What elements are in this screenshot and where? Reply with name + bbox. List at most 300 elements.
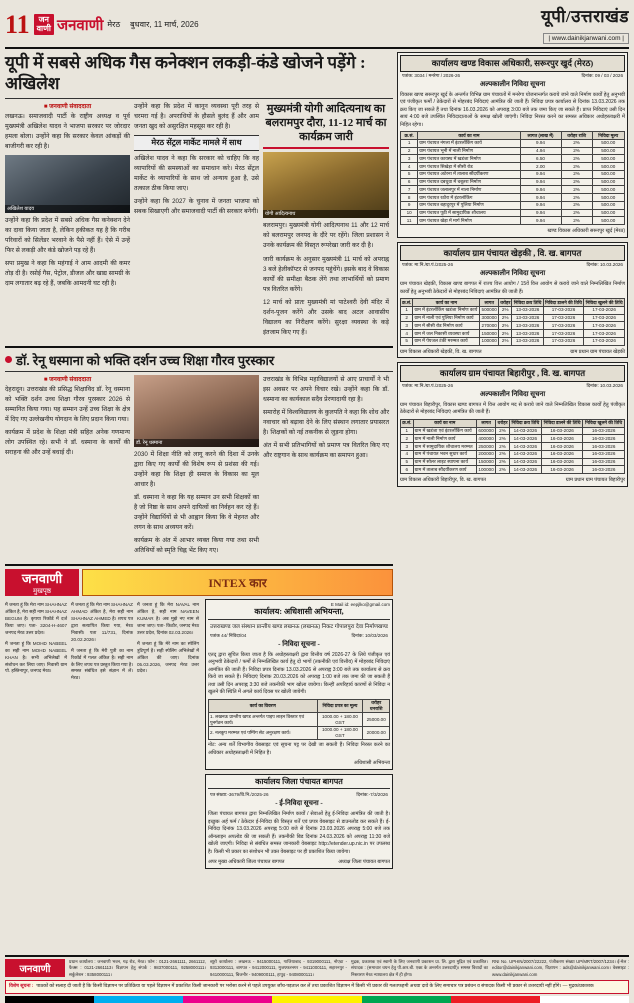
table-row	[209, 713, 390, 726]
table-cell: 270000	[481, 322, 497, 328]
page-footer	[5, 955, 629, 978]
notice-date: दिनांक: 09 / 03 / 2026	[581, 72, 623, 78]
lead-para: उन्होंने कहा कि 2027 के चुनाव में जनता भाजपा को सबक सिखाएगी और समाजवादी पार्टी की सरकार बनेगी।	[134, 198, 259, 216]
table-header: धरोहर राशि	[561, 132, 592, 140]
notice-signature-left: ग्राम विकास अधिकारी खेड़की, वि. ख. बागपत	[400, 348, 482, 355]
table-cell: 16-03-2026	[583, 466, 625, 474]
table-cell: 500.00	[592, 139, 624, 147]
table-cell: 1	[401, 427, 414, 435]
table-cell: ग्राम में इंटरलॉकिंग खडंजा निर्माण कार्य	[413, 306, 480, 314]
color-registration-bar	[5, 996, 629, 1003]
table-cell: 16-03-2026	[541, 458, 582, 466]
table-header: कार्य का विवरण	[209, 699, 318, 712]
table-cell: 5	[401, 337, 413, 345]
notice-signature-right: ग्राम प्रधान ग्राम पंचायत खेड़की	[570, 348, 625, 355]
tender-notice-stack-left	[205, 599, 393, 872]
table-cell: 500000	[481, 307, 497, 313]
table-cell: 9	[401, 201, 418, 209]
table-cell: 2%	[561, 147, 592, 155]
classified-logo-sub: मुखपृष्ठ	[32, 587, 51, 596]
footer-disclaimer	[5, 980, 629, 993]
table-header: निविदा डालने की तिथि	[541, 419, 582, 427]
table-cell: 2%	[561, 209, 592, 217]
table-cell: 16-03-2026	[583, 443, 625, 451]
notice-signature-left: अपर मुख्य अधिकारी जिला पंचायत बागपत	[208, 859, 285, 866]
notice-ref: पत्रांक 44/ निविदा/04	[210, 632, 247, 638]
table-cell: 1	[401, 306, 413, 314]
photo-yogi	[263, 152, 389, 218]
notice-table	[400, 298, 625, 345]
table-row	[401, 186, 625, 194]
table-cell: 8	[401, 194, 418, 202]
table-cell: 1000.00 + 180.00 GST	[317, 713, 363, 726]
table-cell: 2%	[496, 466, 510, 474]
table-cell: 300000	[481, 315, 497, 321]
table-row	[401, 209, 625, 217]
table-cell: 9.94	[520, 201, 561, 209]
table-cell: 2%	[561, 170, 592, 178]
notice-email: E Mail id: eepjlko@gmail.com	[330, 602, 390, 608]
table-cell: 13-03-2026	[512, 337, 543, 345]
table-cell: 2%	[496, 458, 510, 466]
lead-story	[5, 102, 393, 341]
table-header: कार्य का नाम	[413, 299, 480, 307]
lead-para: सपा प्रमुख ने कहा कि महंगाई ने आम आदमी की कमर तोड़ दी है। रसोई गैस, पेट्रोल, डीजल और खाद्य सामग्री के दाम लगातार बढ़ रहे हैं, जबकि आमदनी घट रही है।	[5, 259, 130, 287]
table-cell: 5	[401, 170, 418, 178]
table-cell: 2.00	[520, 163, 561, 171]
table-cell: 14-03-2026	[509, 435, 541, 443]
table-header: निविदा खुलने की तिथि	[585, 299, 623, 305]
notice-date: दिनांक:-7/3/2026	[356, 792, 388, 798]
photo-caption: डॉ. रेनू धस्माना	[134, 439, 259, 447]
table-cell: 4	[401, 163, 418, 171]
classified-item: मैं जनता हूं कि मेरा नाम SHAHNAZ AHMAD अंकित है, मेरा सही नाम SHAHNAZ AHMED है। शपथ पत्र द्वारा सत्यापित किया गया, मेरठ निवासी। पता 11/731, दिनांक 20.02.2026।	[71, 602, 133, 642]
story2-para: कार्यक्रम के अंत में आभार व्यक्त किया गया तथा सभी अतिथियों को स्मृति चिह्न भेंट किए गए।	[134, 537, 259, 555]
table-cell: 600000	[478, 428, 494, 434]
table-cell: ग्राम में पंचायत भवन सुधार कार्य	[413, 450, 476, 458]
masthead	[5, 4, 629, 49]
notice-date: दिनांक: 10.03.2026	[586, 262, 623, 268]
table-cell: 500.00	[592, 194, 624, 202]
table-header: कार्य का नाम	[418, 132, 520, 140]
story2-para: अंत में सभी प्रतिभागियों को प्रमाण पत्र वितरित किए गए और राष्ट्रगान के साथ कार्यक्रम का समापन हुआ।	[263, 442, 389, 460]
table-cell: ग्राम में पेयजल टंकी मरम्मत कार्य	[413, 337, 480, 345]
table-cell: 250000	[478, 443, 494, 449]
table-cell: 4	[401, 330, 413, 338]
table-header: क्र.सं.	[402, 299, 412, 305]
table-cell: ग्राम पंचायत खेड़ा में मार्ग निर्माण	[418, 217, 520, 225]
notice-title: कार्यालय: अधिशासी अभियन्ता,	[208, 607, 390, 619]
page-number: 11	[5, 9, 30, 39]
story2-para: उत्तराखंड के विभिन्न महाविद्यालयों से आए प्राचार्यों ने भी इस अवसर पर अपने विचार रखे। उन्होंने कहा कि डॉ. धस्माना का कार्यकाल सदैव प्रेरणादायी रहा है।	[263, 375, 389, 403]
table-cell: 2%	[561, 217, 592, 225]
table-cell: ग्राम में खडंजा एवं इंटरलॉकिंग कार्य	[413, 427, 476, 435]
table-cell: 2%	[561, 186, 592, 194]
table-cell: ग्राम पंचायत भूनी में नाली निर्माण	[418, 147, 520, 155]
table-cell: 2%	[561, 178, 592, 186]
table-cell: 500.00	[592, 155, 624, 163]
table-cell: 16-03-2026	[541, 435, 582, 443]
table-cell: 6.50	[520, 155, 561, 163]
table-cell: 400000	[478, 435, 494, 441]
story-renu-dhasmana	[5, 346, 393, 559]
table-cell: 2%	[561, 201, 592, 209]
table-row	[401, 194, 625, 202]
table-cell: 2%	[561, 155, 592, 163]
logo-wordmark: जनवाणी	[56, 17, 104, 34]
table-cell: ग्राम में जल निकासी व्यवस्था कार्य	[413, 330, 480, 338]
table-cell: 500.00	[592, 186, 624, 194]
lead-para: उन्होंने कहा कि प्रदेश में कानून व्यवस्था पूरी तरह से चरमरा गई है। अपराधियों के हौसले बुलंद हैं और आम जनता खुद को असुरक्षित महसूस कर रही है।	[134, 102, 259, 130]
table-cell: ग्राम में नाली निर्माण कार्य	[413, 435, 476, 443]
table-cell: 2%	[496, 427, 510, 435]
table-cell: 2. नलकूप मरम्मत एवं पम्पिंग सेट अनुरक्षण कार्य।	[209, 726, 318, 739]
table-cell: 1. लखनऊ प्रान्तीय खण्ड अन्तर्गत पाइप लाइन विस्तार एवं पुनर्गठन कार्य।	[209, 713, 318, 726]
table-cell: 2%	[561, 139, 592, 147]
table-row	[401, 217, 625, 225]
table-cell: ग्राम पंचायत सिखेड़ा में सीसी रोड	[418, 163, 520, 171]
table-cell: 13-03-2026	[512, 330, 543, 338]
notice-date: दिनांक: 10/03/2026	[351, 632, 388, 638]
disclaimer-tag: विशेष सूचना :	[9, 984, 34, 990]
table-row	[401, 163, 625, 171]
table-cell: 9.94	[520, 186, 561, 194]
notice-body: ग्राम पंचायत बिहारीपुर, विकास खण्ड बागपत में वित्त आयोग मद से कराये जाने वाले निम्नलिखित विकास कार्यों हेतु पंजीकृत ठेकेदारों से मोहरबंद निविदाएं आमंत्रित की जाती हैं।	[400, 401, 625, 416]
left-column	[5, 52, 393, 952]
table-cell: 150000	[478, 459, 494, 465]
notice-signature-right: अध्यक्ष जिला पंचायत बागपत	[338, 859, 390, 866]
story2-col-a	[5, 375, 130, 559]
table-header: कार्य का नाम	[413, 419, 476, 427]
table-cell: 9.94	[520, 139, 561, 147]
classified-item: मैं जनता हूं कि मेरी पुत्री का नाम रिकॉर्ड में गलत अंकित है। सही नाम के लिए शपथ पत्र प्रस्तुत किया गया है। समस्त संबंधित इसे संज्ञान में लें। मेरठ।	[71, 647, 133, 681]
right-column	[397, 52, 628, 952]
notice-gp-khedki	[397, 242, 628, 359]
table-cell: 17-03-2026	[543, 306, 584, 314]
table-cell: 5	[401, 458, 414, 466]
table-header: निविदा प्रपत्र का मूल्य	[317, 699, 363, 712]
table-cell: 17-03-2026	[543, 337, 584, 345]
secondary-para: बलरामपुर। मुख्यमंत्री योगी आदित्यनाथ 11 और 12 मार्च को बलरामपुर जनपद के दौरे पर रहेंगे। जिला प्रशासन ने उनके कार्यक्रम की विस्तृत रूपरेखा जारी कर दी है।	[263, 222, 389, 250]
logo-mark-icon: जन वाणी	[34, 14, 54, 35]
table-header: धरोहर	[497, 420, 508, 426]
table-cell: 2%	[561, 163, 592, 171]
story2-para: 2030 में शिक्षा नीति को लागू करने की दिशा में उनके द्वारा किए गए कार्यों की विशेष रूप से प्रशंसा की गई। उन्होंने कहा कि शिक्षा ही समाज के विकास का मूल आधार है।	[134, 450, 259, 489]
footer-logo	[5, 959, 65, 978]
table-cell: 2%	[499, 306, 512, 314]
notice-signature-right: ग्राम प्रधान ग्राम पंचायत बिहारीपुर	[565, 477, 625, 484]
table-row	[209, 726, 390, 739]
table-row	[401, 337, 625, 345]
secondary-para: 12 मार्च को प्रातः मुख्यमंत्री मां पाटेश्वरी देवी मंदिर में दर्शन-पूजन करेंगे और उसके बाद अटल आवासीय विद्यालय का निरीक्षण करेंगे। सुरक्षा व्यवस्था के कड़े इंतजाम किए गए हैं।	[263, 298, 389, 336]
table-cell: 16-03-2026	[541, 427, 582, 435]
table-cell: 20000.00	[363, 726, 390, 739]
notice-heading: अल्पकालीन निविदा सूचना	[479, 79, 546, 88]
table-cell: 2%	[496, 450, 510, 458]
table-cell: 4.94	[520, 147, 561, 155]
table-cell: 16-03-2026	[583, 435, 625, 443]
table-cell: 200000	[478, 451, 494, 457]
classified-column	[71, 602, 133, 872]
table-row	[401, 450, 625, 458]
table-cell: 17-03-2026	[584, 306, 625, 314]
table-cell: 4	[401, 450, 414, 458]
table-row	[401, 178, 625, 186]
notice-ref: पत्रांक: मा.नि./ग्रा.पं./2025-26	[402, 262, 453, 268]
table-cell: 1	[401, 139, 418, 147]
table-cell: 6	[401, 466, 414, 474]
table-cell: 9.94	[520, 194, 561, 202]
table-cell: 14-03-2026	[509, 466, 541, 474]
story2-para: कार्यक्रम में प्रदेश के शिक्षा मंत्री सहित अनेक गणमान्य लोग उपस्थित रहे। सभी ने डॉ. धस्माना के कार्यों की सराहना की और उन्हें बधाई दी।	[5, 429, 130, 457]
classified-logo-word: जनवाणी	[21, 571, 63, 587]
footer-contact: ब्यूरो कार्यालय : लखनऊ - 9415000111, गाजियाबाद - 9319000111, नोएडा - 9313000111, बागपत - 9412000111, मुजफ्फरनगर - 9411000111, सहारनपुर - 9410000111, बिजनौर - 9409000111, हापुड़ - 9408000111।	[210, 959, 347, 977]
table-header: निविदा मूल्य	[592, 132, 624, 140]
table-header: निविदा डालने की तिथि	[545, 299, 582, 305]
table-cell: ग्राम पंचायत नंगला में इंटरलॉकिंग कार्य	[418, 139, 520, 147]
table-header: निविदा खुलने की तिथि	[583, 419, 625, 427]
table-cell: 9.94	[520, 178, 561, 186]
notice-exec-engineer	[205, 599, 393, 769]
table-cell: 16-03-2026	[583, 427, 625, 435]
table-cell: 13-03-2026	[512, 314, 543, 322]
lead-col-b	[134, 102, 259, 341]
table-cell: 7	[401, 186, 418, 194]
table-cell: 2%	[499, 322, 512, 330]
table-cell: 14-03-2026	[509, 427, 541, 435]
story2-para: डॉ. धस्माना ने कहा कि यह सम्मान उन सभी शिक्षकों का है जो निष्ठा के साथ अपने दायित्वों का निर्वहन कर रहे हैं। उन्होंने विद्यार्थियों से भी आह्वान किया कि वे मेहनत और लगन के साथ अध्ययन करें।	[134, 494, 259, 532]
lead-para: लखनऊ। समाजवादी पार्टी के राष्ट्रीय अध्यक्ष व पूर्व मुख्यमंत्री अखिलेश यादव ने भाजपा सरकार पर जोरदार हमला बोला। उन्होंने कहा कि सरकार केवल आंकड़ों की बाजीगरी कर रही है।	[5, 112, 130, 150]
lead-col-a	[5, 102, 130, 341]
table-cell: 500.00	[592, 163, 624, 171]
notice-heading: अल्पकालीन निविदा सूचना	[479, 269, 546, 278]
notice-title: कार्यालय ग्राम पंचायत बिहारीपुर , वि. ख. बागपत	[400, 365, 625, 382]
photo-caption: अखिलेश यादव	[5, 205, 130, 213]
notice-ref: पत्र संख्या:-3679/वि.नि./2025-26	[210, 792, 269, 798]
photo-renu-dhasmana	[134, 375, 259, 447]
notice-ref: पत्रांक: मा.नि./ग्रा.पं./2025-26	[402, 382, 453, 388]
secondary-headline: मुख्यमंत्री योगी आदित्यनाथ का बलरामपुर दौरा, 11-12 मार्च का कार्यक्रम जारी	[265, 102, 387, 144]
notice-ref: पत्रांक: 3034 / मनरेगा / 2026-26	[402, 72, 461, 78]
notice-heading: - निविदा सूचना -	[278, 639, 320, 648]
notice-title: कार्यालय ग्राम पंचायत खेड़की , वि. ख. बागपत	[400, 245, 625, 262]
table-cell: 2%	[499, 337, 512, 345]
table-header: क्र.सं.	[401, 132, 418, 140]
table-cell: 17-03-2026	[584, 330, 625, 338]
table-cell: 16-03-2026	[541, 466, 582, 474]
lead-headline: यूपी में सबसे अधिक गैस कनेक्शन लकड़ी-कंडे खोजने पड़ेंगे : अखिलेश	[5, 52, 393, 99]
byline: ■ जनवाणी संवाददाता	[43, 103, 92, 110]
table-cell: 13-03-2026	[512, 322, 543, 330]
footer-contact: RNI No. UPHIN/2007/22222, पंजीकरण संख्या UP/MRT/2007/1234। ई-मेल : editor@dainikjanwani.com, विज्ञापन : ads@dainikjanwani.com। वेबसाइट : www.dainikjanwani.com	[492, 959, 629, 977]
table-row	[401, 155, 625, 163]
table-row	[401, 458, 625, 466]
table-cell: 100000	[481, 338, 497, 344]
classified-logo	[5, 569, 79, 596]
story2-para: देहरादून। उत्तराखंड की प्रसिद्ध शिक्षाविद डॉ. रेनू धस्माना को भक्ति दर्शन उच्च शिक्षा गौरव पुरस्कार 2026 से सम्मानित किया गया। यह सम्मान उन्हें उच्च शिक्षा के क्षेत्र में दिए गए उल्लेखनीय योगदान के लिए प्रदान किया गया।	[5, 385, 130, 424]
byline: ■ जनवाणी संवाददाता	[43, 376, 92, 383]
notice-bdo-saroorpur	[397, 52, 628, 238]
photo-caption: योगी आदित्यनाथ	[263, 210, 389, 218]
masthead-edition	[541, 4, 629, 45]
bullet-icon	[5, 356, 12, 363]
divider	[263, 147, 389, 149]
lead-subhead: मेरठ सेंट्रल मार्केट मामले में साथ	[134, 135, 259, 151]
table-header: निविदा क्रय तिथि	[513, 299, 542, 305]
table-cell: 500.00	[592, 178, 624, 186]
story2-para: समारोह में विश्वविद्यालय के कुलपति ने कहा कि शोध और नवाचार को बढ़ावा देने के लिए संस्थान लगातार प्रयासरत है। शिक्षकों को नई तकनीक से जुड़ना होगा।	[263, 409, 389, 437]
table-cell: 500.00	[592, 209, 624, 217]
table-cell: 16-03-2026	[541, 443, 582, 451]
table-cell: 16-03-2026	[583, 450, 625, 458]
table-cell: ग्राम में नाली एवं पुलिया निर्माण कार्य	[413, 314, 480, 322]
table-cell: 2	[401, 147, 418, 155]
footer-logo-word: जनवाणी	[5, 959, 65, 977]
table-row	[401, 435, 625, 443]
classified-banner	[5, 564, 393, 596]
table-cell: 2	[401, 435, 414, 443]
footer-contact: मुद्रक, प्रकाशक एवं स्वामी के लिए जनवाणी प्रकाशन प्रा. लि. द्वारा मुद्रित एवं प्रकाशित। संपादक : (समाचार चयन हेतु पी.आर.बी. एक्ट के अन्तर्गत उत्तरदायी)। समस्त विवादों का निस्तारण मेरठ न्यायालय क्षेत्र में ही होगा।	[351, 959, 488, 977]
table-row	[401, 443, 625, 451]
table-header: लागत	[480, 299, 499, 307]
table-cell: 6	[401, 178, 418, 186]
table-row	[401, 427, 625, 435]
table-cell: 3	[401, 443, 414, 451]
table-row	[401, 139, 625, 147]
table-cell: 2	[401, 314, 413, 322]
table-row	[401, 466, 625, 474]
table-cell: 11	[401, 217, 418, 225]
table-cell: 17-03-2026	[543, 330, 584, 338]
table-cell: 17-03-2026	[543, 322, 584, 330]
table-cell: ग्राम में सीसी रोड निर्माण कार्य	[413, 322, 480, 330]
table-cell: 16-03-2026	[583, 458, 625, 466]
notice-table	[400, 419, 625, 474]
table-cell: 500.00	[592, 147, 624, 155]
edition-title: यूपी/उत्तराखंड	[540, 7, 629, 26]
advertisement-banner[interactable]: INTEX कार	[82, 569, 393, 596]
table-cell: ग्राम में सोलर लाइट स्थापना कार्य	[413, 458, 476, 466]
notice-subtitle: उत्तराखण्ड जल संस्थान प्रान्तीय खण्ड लखनऊ (लखनऊ) निकट गोपालपुरा देवा निर्माणखण्ड	[210, 623, 388, 630]
table-cell: 17-03-2026	[543, 314, 584, 322]
disclaimer-text: पाठकों को सलाह दी जाती है कि किसी विज्ञापन पर प्रतिक्रिया या पहले विज्ञापन में प्रकाशित किसी जानकारी पर भरोसा करने से पहले उपयुक्त जाँच-पड़ताल कर लें तथा प्रकाशित विज्ञापन में किसी भी प्रकार की गलतफहमी अथवा दावे के लिए समाचार पत्र प्रबंधन व संपादक किसी भी प्रकार से उत्तरदायी नहीं होंगे। — मुद्रक/प्रकाशक	[36, 984, 594, 990]
notice-body: ग्राम पंचायत खेड़की, विकास खण्ड बागपत में राज्य वित्त आयोग / 15वें वित्त आयोग से कराये जाने वाले निम्नलिखित निर्माण कार्यों हेतु अनुभवी ठेकेदारों से मोहरबंद निविदाएं आमंत्रित की जाती हैं।	[400, 281, 625, 295]
notice-signature: खण्ड विकास अधिकारी सरूरपुर खुर्द (मेरठ)	[547, 228, 625, 235]
table-row	[401, 322, 625, 330]
classified-column	[5, 602, 67, 872]
table-cell: 25000.00	[363, 713, 390, 726]
lead-para: उन्होंने कहा कि प्रदेश में सबसे अधिक गैस कनेक्शन देने का दावा किया जाता है, लेकिन हकीकत यह है कि गरीब परिवारों को सिलेंडर भरवाने के पैसे नहीं हैं। ऐसे में उन्हें फिर से लकड़ी और कंडे खोजने पड़ रहे हैं।	[5, 216, 130, 254]
table-header: धरोहर धनराशि	[363, 699, 390, 712]
lead-para: अखिलेश यादव ने कहा कि सरकार को चाहिए कि वह व्यापारियों की समस्याओं का समाधान करे। मेरठ सेंट्रल मार्केट के व्यापारियों के साथ जो अन्याय हुआ है, उसे तत्काल ठीक किया जाए।	[134, 155, 259, 193]
classified-section	[5, 602, 201, 872]
table-cell: 17-03-2026	[584, 314, 625, 322]
table-header: लागत	[477, 419, 496, 427]
notice-body: जिला पंचायत बागपत द्वारा निम्नलिखित निर्माण कार्यों / सेवाओं हेतु ई-निविदा आमंत्रित की जाती है। इच्छुक अर्ह फर्म / ठेकेदार ई-निविदा की विस्तृत शर्तें एवं प्रपत्र वेबसाइट से डाउनलोड कर सकते हैं। ई-निविदा दिनांक 13.03.2026 अपराह्न 5:00 बजे से दिनांक 23.03.2026 अपराह्न 5:00 बजे तक ऑनलाइन अपलोड की जा सकती हैं। तकनीकी बिड दिनांक 24.03.2026 को अपराह्न 11:30 बजे खोली जाएगी। निविदा से संबंधित समस्त जानकारी वेबसाइट http://etender.up.nic.in पर उपलब्ध है। किसी भी प्रकार का संशोधन भी उक्त वेबसाइट पर ही प्रकाशित किया जायेगा।	[208, 811, 390, 855]
table-cell: 14-03-2026	[509, 450, 541, 458]
notice-gp-biharipur	[397, 362, 628, 486]
table-cell: 17-03-2026	[584, 337, 625, 345]
table-cell: 3	[401, 155, 418, 163]
masthead-date: बुधवार, 11 मार्च, 2026	[130, 20, 199, 29]
classified-column	[137, 602, 199, 872]
notice-signature: अधिशासी अभियन्ता	[353, 760, 390, 767]
story2-col-c	[263, 375, 389, 559]
footer-contact: प्रधान कार्यालय : जनवाणी भवन, गढ़ रोड, मेरठ। फोन : 0121-2661111, 2661112, फैक्स : 0121-2661113। विज्ञापन हेतु संपर्क : 9837000111, 9258000111। सर्कुलेशन : 9358000111।	[69, 959, 206, 977]
table-cell: 14-03-2026	[509, 443, 541, 451]
notice-note: नोट: अन्य शर्तें विभागीय वेबसाइट एवं सूचना पट्ट पर देखी जा सकती हैं। निविदा निरस्त करने का अधिकार अधोहस्ताक्षरी में निहित है।	[208, 742, 390, 756]
notice-title: कार्यालय जिला पंचायत बागपत	[208, 777, 390, 789]
table-row	[401, 306, 625, 314]
story2-col-b	[134, 375, 259, 559]
table-cell: 3	[401, 322, 413, 330]
table-header: निविदा क्रय तिथि	[509, 419, 541, 427]
table-cell: 9.94	[520, 217, 561, 225]
table-cell: ग्राम पंचायत बहादुरपुर में पुलिया निर्माण	[418, 201, 520, 209]
notice-heading: - ई-निविदा सूचना -	[275, 799, 323, 808]
notice-table	[400, 131, 625, 225]
table-header: लागत (लाख में)	[520, 132, 561, 140]
table-row	[401, 170, 625, 178]
story2-headline: डॉ. रेनू धस्माना को भक्ति दर्शन उच्च शिक्षा गौरव पुरस्कार	[16, 352, 275, 368]
table-cell: 17-03-2026	[584, 322, 625, 330]
table-cell: ग्राम पंचायत जलालपुर में नाला निर्माण	[418, 186, 520, 194]
table-cell: 16-03-2026	[541, 450, 582, 458]
table-cell: ग्राम में सामुदायिक शौचालय मरम्मत	[413, 443, 476, 451]
table-cell: 100000	[478, 466, 494, 472]
table-cell: ग्राम पंचायत दबथुवा में चबूतरा निर्माण	[418, 178, 520, 186]
table-cell: 2%	[561, 194, 592, 202]
table-header: क्र.सं.	[402, 420, 412, 426]
lead-col-c	[263, 102, 389, 341]
table-cell: 10	[401, 209, 418, 217]
table-cell: 150000	[481, 330, 497, 336]
table-header: धरोहर	[500, 299, 511, 305]
table-cell: 13-03-2026	[512, 306, 543, 314]
table-cell: 2%	[499, 314, 512, 322]
table-cell: ग्राम पंचायत अटेरना में तालाब सौंदर्यीकरण	[418, 170, 520, 178]
table-cell: 9.94	[520, 170, 561, 178]
table-cell: 500.00	[592, 170, 624, 178]
masthead-city: मेरठ	[107, 20, 121, 29]
notice-table	[208, 699, 390, 740]
classified-item: मैं जनता हूं कि MOHD NABEEL का सही नाम MOHD NABEEL KHAN है। सभी अभिलेखों में संशोधन कर लिया जाए। निवासी ग्राम पो. हस्तिनापुर, जनपद मेरठ।	[5, 640, 67, 674]
table-cell: ग्राम में तालाब सौंदर्यीकरण कार्य	[413, 466, 476, 474]
table-cell: 1000.00 + 180.00 GST	[317, 726, 363, 739]
classified-item: मैं जनता हूं कि मेरा NAVAL नाम अंकित है, सही नाम NAVEEN KUMAR है। अब मुझे नए नाम से जाना जाए। पता- किठौर, जनपद मेरठ उत्तर प्रदेश, दिनांक 02.03.2026।	[137, 602, 199, 635]
table-cell: ग्राम पंचायत पूठी में सामुदायिक शौचालय	[418, 209, 520, 217]
website-url[interactable]: | www.dainikjanwani.com |	[543, 33, 629, 44]
secondary-para: जारी कार्यक्रम के अनुसार मुख्यमंत्री 11 मार्च को अपराह्न 3 बजे हेलीकॉप्टर से जनपद पहुंचेंगे। इसके बाद वे विकास कार्यों की समीक्षा बैठक लेंगे तथा लाभार्थियों को प्रमाण पत्र वितरित करेंगे।	[263, 255, 389, 293]
table-cell: 2%	[499, 330, 512, 338]
table-cell: 500.00	[592, 201, 624, 209]
table-row	[401, 314, 625, 322]
table-cell: 2%	[496, 435, 510, 443]
table-cell: 500.00	[592, 217, 624, 225]
notice-body: विकास खण्ड सरूरपुर खुर्द के अन्तर्गत विभिन्न ग्राम पंचायतों में मनरेगा योजनान्तर्गत कराये जाने वाले निर्माण कार्यों हेतु अनुभवी एवं पंजीकृत फर्मों / ठेकेदारों से मोहरबंद निविदाएं आमंत्रित की जाती हैं। निविदा प्रपत्र कार्यालय से दिनांक 13.03.2026 तक क्रय किए जा सकते हैं तथा दिनांक 16.03.2026 को अपराह्न 3:00 बजे तक जमा किए जा सकते हैं। प्राप्त निविदाएं उसी दिन सायं 4:00 बजे उपस्थित निविदादाताओं के समक्ष खोली जाएंगी। निविदा निरस्त करने का समस्त अधिकार अधोहस्ताक्षरी में निहित रहेगा।	[400, 91, 625, 128]
notice-date: दिनांक: 10.03.2026	[586, 382, 623, 388]
table-cell: 9.94	[520, 209, 561, 217]
notice-zila-panchayat-baghpat	[205, 774, 393, 869]
story2-headline-row	[5, 351, 393, 372]
notice-heading: अल्पकालीन निविदा सूचना	[479, 389, 546, 398]
classified-item: मैं जनता हूं कि मेरे नाम का स्पेलिंग त्रुटिपूर्ण है। सही स्पेलिंग अभिलेखों में अंकित की जाए। दिनांक 05.03.2026, जनपद मेरठ उत्तर प्रदेश।	[137, 640, 199, 674]
photo-akhilesh	[5, 155, 130, 213]
classified-item: मैं जनता हूं कि मेरा नाम SHAHNAZ अंकित है, मेरा सही नाम SHAHNAZ BEGUM है। कृपया रिकॉर्ड में दर्ज किया जाए। पता- 3204-H-4607 जनपद मेरठ उत्तर प्रदेश।	[5, 602, 67, 635]
table-cell: 2%	[496, 443, 510, 451]
notice-signature-left: ग्राम विकास अधिकारी बिहारीपुर, वि. ख. बागपत	[400, 477, 487, 484]
table-cell: ग्राम पंचायत कायस्थ में खडंजा निर्माण	[418, 155, 520, 163]
